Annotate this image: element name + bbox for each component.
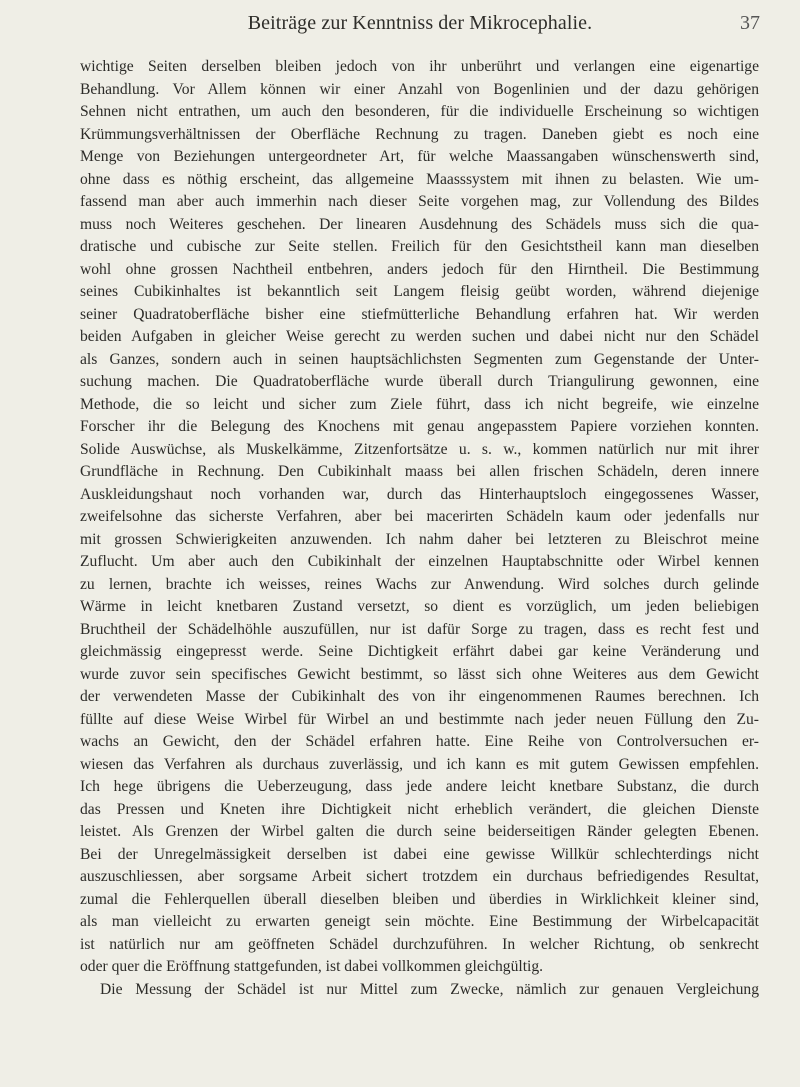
text-line: zu lernen, brachte ich weisses, reines Wachs zur Anwendung. Wird solches durch gelinde	[80, 575, 759, 593]
text-line: Bruchtheil der Schädelhöhle auszufüllen, nur ist dafür Sorge zu tragen, dass es recht fest und	[80, 620, 759, 638]
text-line: wichtige Seiten derselben bleiben jedoch von ihr unberührt und verlangen eine eigenartige	[80, 58, 759, 75]
text-line: als Ganzes, sondern auch in seinen hauptsächlichsten Segmenten zum Gegenstande der Unter-	[80, 350, 759, 368]
text-line: Auskleidungshaut noch vorhanden war, durch das Hinterhauptsloch eingegossenes Wasser,	[80, 485, 759, 503]
page-number: 37	[740, 12, 760, 34]
text-line: oder quer die Eröffnung stattgefunden, ist dabei vollkommen gleichgültig.	[80, 958, 544, 975]
text-line: Wärme in leicht knetbaren Zustand versetzt, so dient es vorzüglich, um jeden beliebigen	[80, 598, 759, 615]
text-line: Behandlung. Vor Allem können wir einer Anzahl von Bogenlinien und der dazu gehörigen	[80, 80, 759, 98]
running-title: Beiträge zur Kenntniss der Mikrocephalie.	[247, 12, 593, 34]
text-line: füllte auf diese Weise Wirbel für Wirbel an und bestimmte nach jeder neuen Füllung den Zu-	[80, 710, 759, 728]
text-line: zumal die Fehlerquellen überall dieselben bleiben und überdies in Wirklichkeit kleiner sind,	[80, 890, 759, 908]
text-line: auszuschliessen, aber sorgsame Arbeit sichert trotzdem ein durchaus befriedigendes Resultat,	[80, 868, 759, 885]
text-line: ist natürlich nur am geöffneten Schädel durchzuführen. In welcher Richtung, ob senkrecht	[80, 935, 759, 953]
text-line: wurde zuvor sein specifisches Gewicht bestimmt, so lässt sich ohne Weiteres aus dem Gewicht	[80, 665, 759, 683]
text-line: suchung machen. Die Quadratoberfläche wurde überall durch Triangulirung gewonnen, eine	[80, 373, 759, 390]
text-line: Menge von Beziehungen untergeordneter Art, für welche Maassangaben wünschenswerth sind,	[80, 148, 759, 165]
text-line: ohne dass es nöthig erscheint, das allgemeine Maasssystem mit ihnen zu belasten. Wie um-	[80, 170, 759, 188]
text-line: zweifelsohne das sicherste Verfahren, aber bei macerirten Schädeln kaum oder jedenfalls nur	[80, 508, 759, 525]
text-line: Krümmungsverhältnissen der Oberfläche Rechnung zu tragen. Daneben giebt es noch eine	[80, 125, 759, 143]
text-line: seines Cubikinhaltes ist bekanntlich seit Langem fleisig geübt worden, während diejenige	[80, 283, 759, 300]
text-line: seiner Quadratoberfläche bisher eine stiefmütterliche Behandlung erfahren hat. Wir werden	[80, 305, 759, 323]
text-line: dratische und cubische zur Seite stellen. Freilich für den Gesichtstheil kann man dieselben	[80, 238, 759, 255]
text-line: Methode, die so leicht und sicher zum Ziele führt, dass ich nicht begreife, wie einzelne	[80, 395, 759, 413]
text-line: Bei der Unregelmässigkeit derselben ist dabei eine gewisse Willkür schlechterdings nicht	[80, 845, 759, 863]
text-line: wiesen das Verfahren als durchaus zuverlässig, und ich kann es mit gutem Gewissen empfehlen.	[80, 755, 759, 773]
text-line: Sehnen nicht entrathen, um auch den besonderen, für die individuelle Erscheinung so wichtigen	[80, 103, 759, 120]
text-line: fassend man aber auch immerhin nach dieser Seite vorgehen mag, zur Vollendung des Bildes	[80, 193, 759, 210]
text-line: als man vielleicht zu erwarten geneigt sein möchte. Eine Bestimmung der Wirbelcapacität	[80, 913, 759, 930]
text-line: Ich hege übrigens die Ueberzeugung, dass jede andere leicht knetbare Substanz, die durch	[80, 778, 759, 795]
text-line: Zuflucht. Um aber auch den Cubikinhalt der einzelnen Hauptabschnitte oder Wirbel kennen	[80, 553, 759, 570]
text-line: leistet. Als Grenzen der Wirbel galten die durch seine beiderseitigen Ränder gelegten Ebenen.	[80, 823, 759, 840]
text-line: gleichmässig eingepresst werde. Seine Dichtigkeit erfährt dabei gar keine Veränderung und	[80, 643, 759, 660]
text-line: Forscher ihr die Belegung des Knochens mit genau angepasstem Papiere vorziehen konnten.	[80, 418, 759, 435]
running-header	[80, 6, 760, 42]
text-line: Die Messung der Schädel ist nur Mittel zum Zwecke, nämlich zur genauen Vergleichung	[100, 980, 759, 998]
body-text	[80, 56, 759, 1001]
text-line: beiden Aufgaben in gleicher Weise gerecht zu werden suchen und dabei nicht nur den Schädel	[80, 328, 759, 345]
text-line: Grundfläche in Rechnung. Den Cubikinhalt maass bei allen frischen Schädeln, deren innere	[80, 463, 759, 480]
text-line: muss noch Weiteres geschehen. Der linearen Ausdehnung des Schädels muss sich die qua-	[80, 215, 759, 233]
text-line: Solide Auswüchse, als Muskelkämme, Zitzenfortsätze u. s. w., kommen natürlich nur mit ihrer	[80, 440, 759, 458]
text-line: das Pressen und Kneten ihre Dichtigkeit nicht erheblich verändert, die gleichen Dienste	[80, 800, 759, 818]
text-line: wachs an Gewicht, den der Schädel erfahren hatte. Eine Reihe von Controlversuchen er-	[80, 733, 759, 750]
text-line: mit grossen Schwierigkeiten anzuwenden. Ich nahm daher bei letzteren zu Bleischrot meine	[80, 530, 759, 548]
text-line: der verwendeten Masse der Cubikinhalt des von ihr eingenommenen Raumes berechnen. Ich	[80, 688, 759, 705]
text-line: wohl ohne grossen Nachtheil entbehren, anders jedoch für den Hirntheil. Die Bestimmung	[80, 260, 759, 278]
